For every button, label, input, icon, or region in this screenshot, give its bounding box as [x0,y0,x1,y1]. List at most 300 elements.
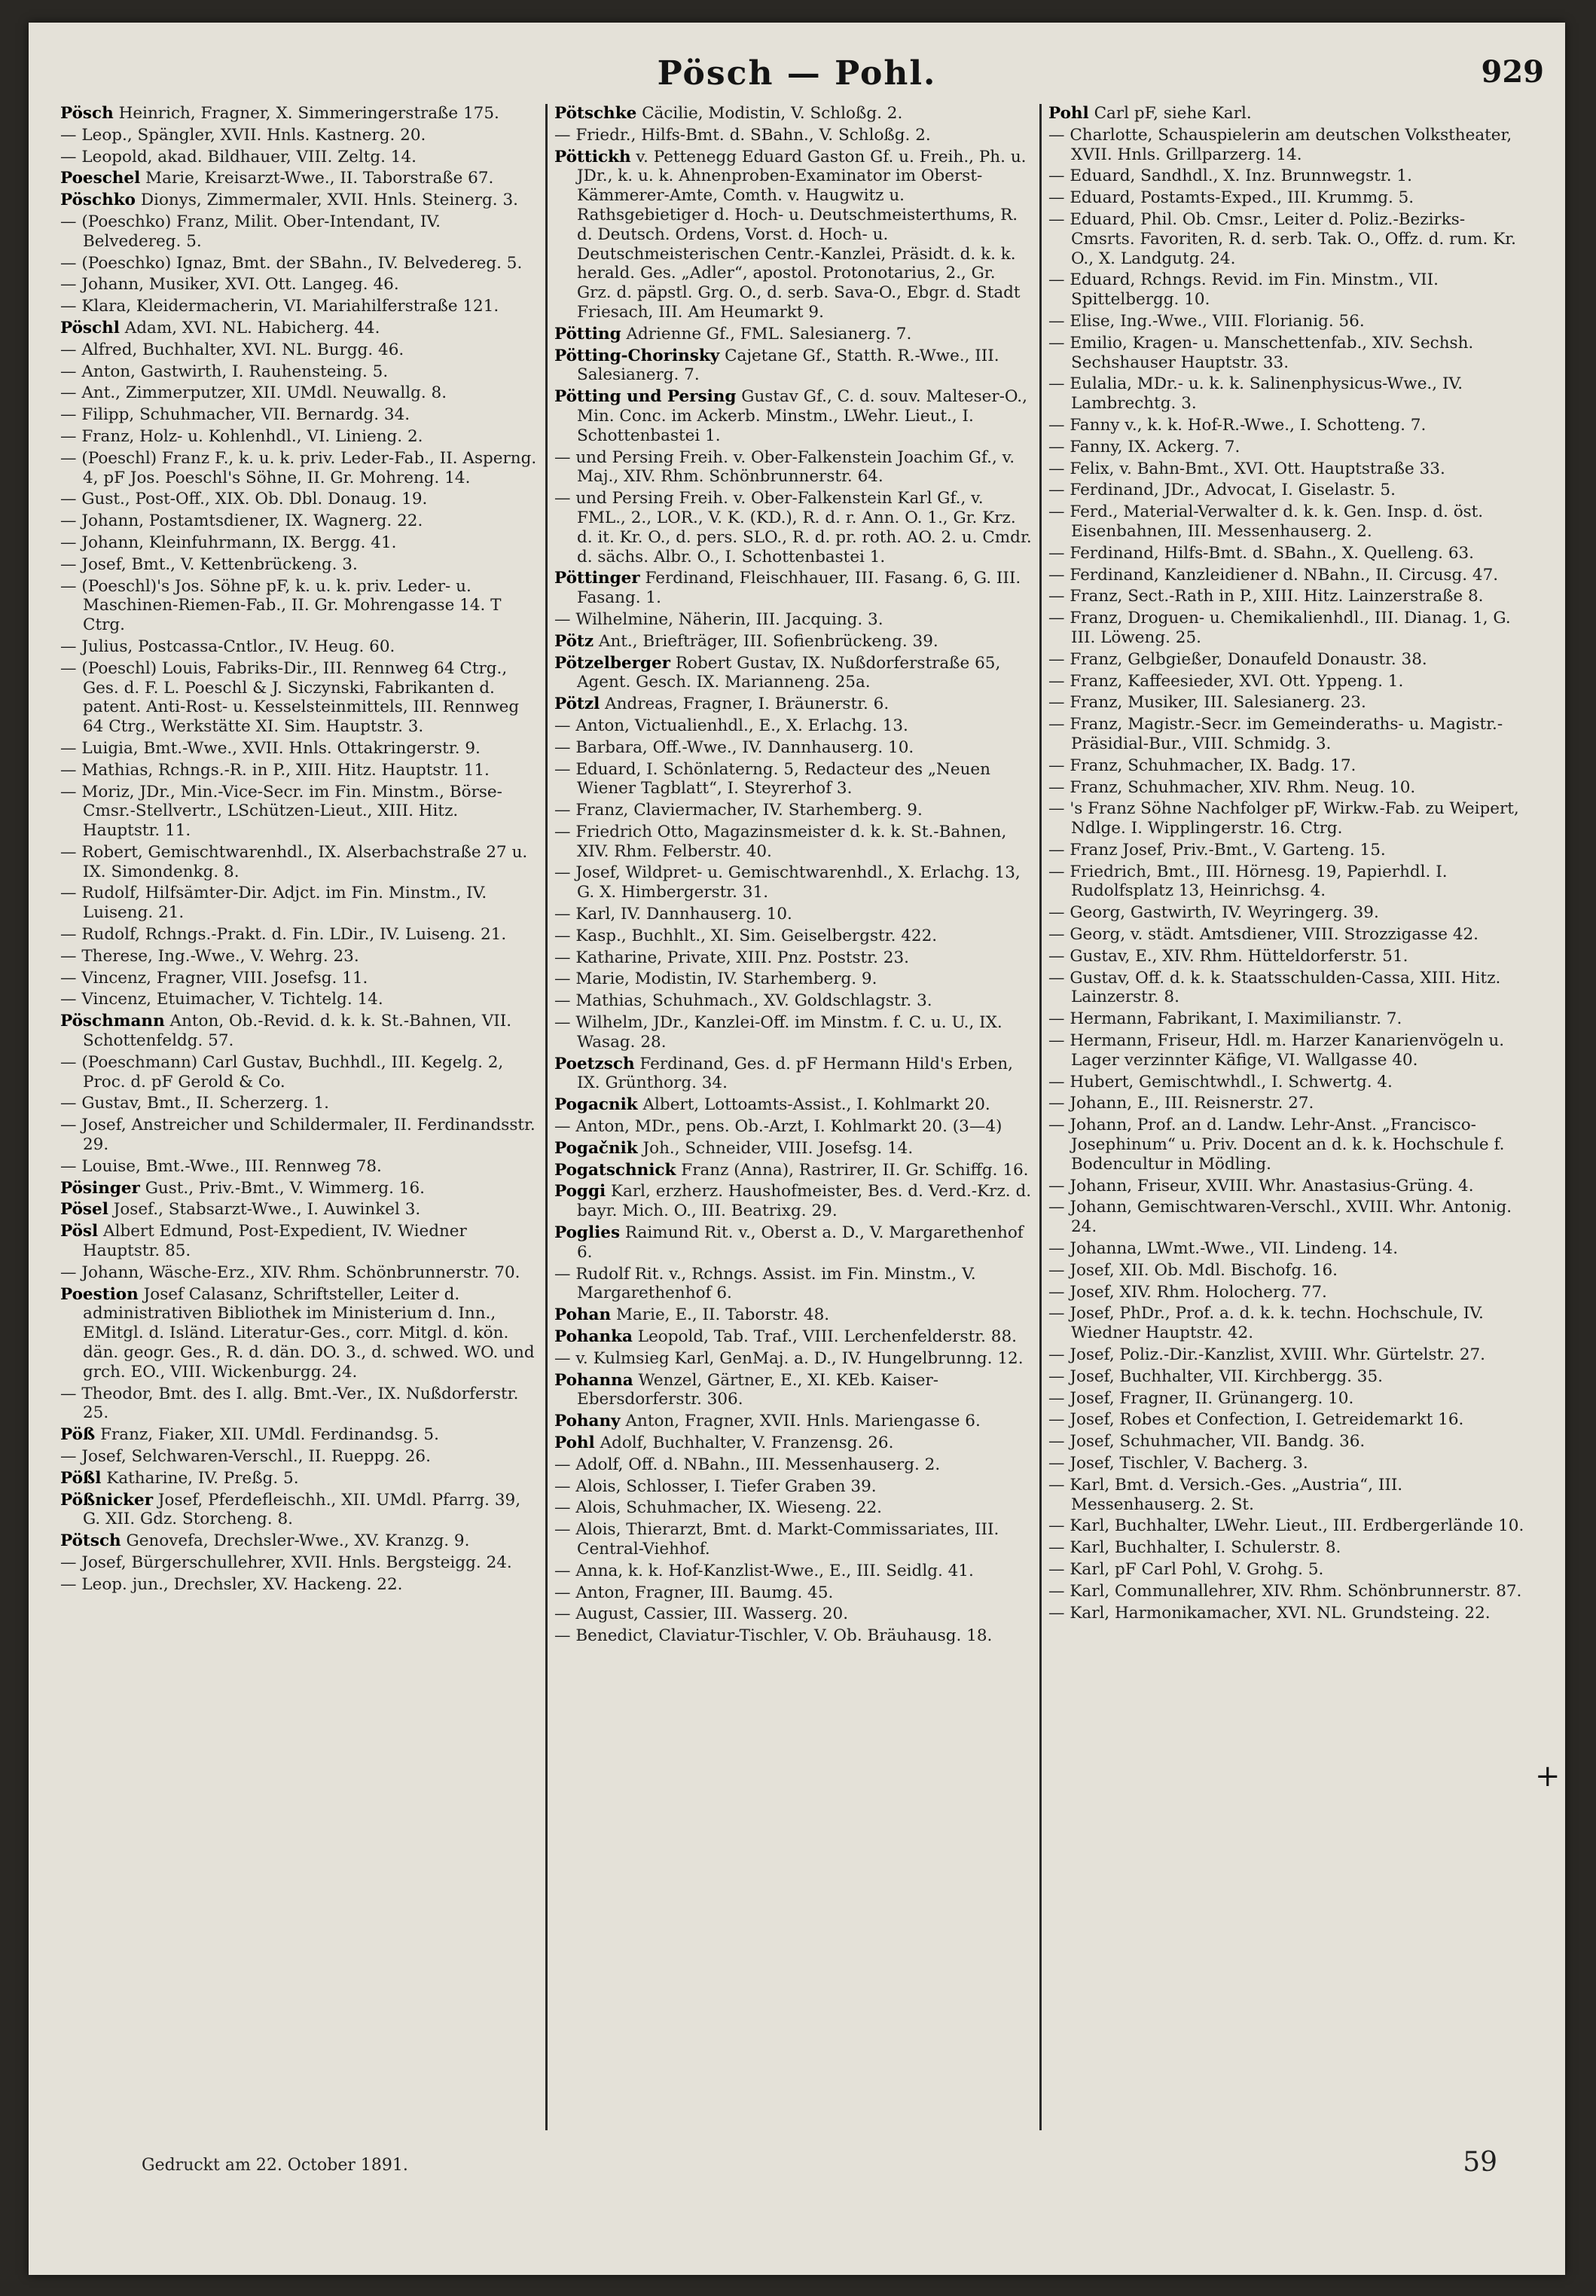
entry-text: Adam, XVI. NL. Habicherg. 44. [119,318,380,337]
directory-entry [554,1223,1032,1262]
entry-text: — und Persing Freih. v. Ober-Falkenstein Joachim Gf., v. Maj., XIV. Rhm. Schönbrunnerstr. 64. [554,447,1015,487]
entry-text: — (Poeschl) Franz F., k. u. k. priv. Leder-Fab., II. Asperng. 4, pF Jos. Poeschl's Söhne, II. Gr. Mohreng. 14. [60,448,537,487]
entry-text: — (Poeschko) Franz, Milit. Ober-Intendant, IV. Belvedereg. 5. [60,212,441,251]
entry-text: — Charlotte, Schauspielerin am deutschen Volkstheater, XVII. Hnls. Grillparzerg. 14. [1048,125,1512,164]
entry-text: Marie, Kreisarzt-Wwe., II. Taborstraße 67. [140,169,494,188]
print-date: Gedruckt am 22. October 1891. [142,2156,408,2175]
entry-text: — Karl, IV. Dannhauserg. 10. [554,905,792,924]
directory-entry [554,1498,1032,1518]
entry-text: — Vincenz, Etuimacher, V. Tichtelg. 14. [60,990,383,1009]
entry-text: Gust., Priv.-Bmt., V. Wimmerg. 16. [139,1178,425,1198]
entry-text: — Karl, Buchhalter, LWehr. Lieut., III. Erdbergerlände 10. [1048,1516,1524,1536]
directory-entry [60,947,538,966]
entry-text: — Josef, PhDr., Prof. a. d. k. k. techn. Hochschule, IV. Wiedner Hauptstr. 42. [1048,1304,1484,1343]
entry-text: — Leopold, akad. Bildhauer, VIII. Zeltg. 14. [60,147,417,166]
entry-text: Carl pF, siehe Karl. [1088,104,1252,123]
entry-text: — Eduard, Phil. Ob. Cmsr., Leiter d. Poliz.-Bezirks-Cmsrts. Favoriten, R. d. serb. Tak. O., Offz. d. rum. Kr. O., X. Landgutg. 24. [1048,209,1517,268]
entry-text: Robert Gustav, IX. Nußdorferstraße 65, Agent. Gesch. IX. Marianneng. 25a. [577,653,1001,692]
directory-entry [60,1385,538,1424]
directory-entry [60,1222,538,1261]
entry-text: — Georg, Gastwirth, IV. Weyringerg. 39. [1048,903,1379,923]
directory-entry [1048,104,1526,124]
entry-text: — Friedrich Otto, Magazinsmeister d. k. k. St.-Bahnen, XIV. Rhm. Felberstr. 40. [554,822,1007,861]
entry-text: Ferdinand, Ges. d. pF Hermann Hild's Erben, IX. Grünthorg. 34. [577,1054,1013,1093]
directory-entry [1048,672,1526,692]
entry-text: — Georg, v. städt. Amtsdiener, VIII. Strozzigasse 42. [1048,925,1479,945]
directory-entry [60,1094,538,1113]
directory-entry [60,1285,538,1382]
margin-cross-mark: + [1535,1759,1561,1794]
directory-entry [60,884,538,923]
directory-entry [60,925,538,945]
directory-entry [60,637,538,657]
entry-surname: Pohanna [554,1370,633,1390]
entry-text: — Eduard, Rchngs. Revid. im Fin. Minstm., VII. Spittelbergg. 10. [1048,270,1439,310]
entry-text: Joh., Schneider, VIII. Josefsg. 14. [637,1138,914,1158]
entry-text: — Therese, Ing.-Wwe., V. Wehrg. 23. [60,946,359,966]
directory-entry [1048,1283,1526,1302]
directory-entry [60,533,538,553]
directory-entry [1048,799,1526,838]
entry-text: — Alois, Schuhmacher, IX. Wieseng. 22. [554,1498,882,1518]
entry-text: Ant., Briefträger, III. Sofienbrückeng. 39. [594,631,938,651]
entry-text: — Johann, Musiker, XVI. Ott. Langeg. 46. [60,275,399,295]
directory-entry [554,104,1032,124]
page-header [29,51,1565,96]
directory-entry [1048,1604,1526,1623]
entry-text: — (Poeschl) Louis, Fabriks-Dir., III. Rennweg 64 Ctrg., Ges. d. F. L. Poeschl & J. Siczynski, Fabrikanten d. patent. Anti-Rost- u. Kesselsteinmittels, III. Rennweg 64 Ctrg., Werkstätte XI. Sim. Hauptstr. 3. [60,658,520,737]
entry-text: — Franz, Magistr.-Secr. im Gemeinderaths- u. Magistr.-Präsidial-Bur., VIII. Schmidg. 3. [1048,715,1503,753]
entry-surname: Poggi [554,1182,606,1201]
entry-text: — (Poeschl)'s Jos. Söhne pF, k. u. k. priv. Leder- u. Maschinen-Riemen-Fab., II. Gr. Mohrengasse 14. T Ctrg. [60,576,502,635]
entry-text: — Karl, Harmonikamacher, XVI. NL. Grundsteing. 22. [1048,1603,1491,1623]
column-right [1048,104,1526,2130]
entry-text: — Barbara, Off.-Wwe., IV. Dannhauserg. 10. [554,737,914,757]
entry-text: Wenzel, Gärtner, E., XI. KEb. Kaiser-Ebersdorferstr. 306. [577,1370,939,1409]
entry-text: — Gustav, Off. d. k. k. Staatsschulden-Cassa, XIII. Hitz. Lainzerstr. 8. [1048,968,1501,1007]
directory-entry [1048,1177,1526,1196]
directory-entry [554,905,1032,924]
directory-entry [1048,778,1526,798]
directory-entry [554,948,1032,968]
directory-entry [60,449,538,488]
directory-entry [1048,756,1526,776]
entry-text: — Vincenz, Fragner, VIII. Josefsg. 11. [60,968,368,988]
entry-text: Josef., Stabsarzt-Wwe., I. Auwinkel 3. [108,1200,421,1220]
entry-text: Leopold, Tab. Traf., VIII. Lerchenfelderstr. 88. [632,1327,1017,1347]
directory-entry [554,654,1032,693]
entry-surname: Poeschel [60,169,141,188]
directory-entry [60,104,538,124]
entry-text: — Anna, k. k. Hof-Kanzlist-Wwe., E., III. Seidlg. 41. [554,1561,974,1580]
entry-text: — Karl, pF Carl Pohl, V. Grohg. 5. [1048,1559,1324,1579]
column-divider [545,104,548,2130]
directory-entry [60,1053,538,1092]
page-number: 929 [1481,54,1544,90]
directory-entry [1048,460,1526,479]
directory-entry [60,148,538,167]
entry-text: — Franz, Musiker, III. Salesianerg. 23. [1048,693,1366,713]
directory-entry [554,1562,1032,1581]
entry-text: Josef Calasanz, Schriftsteller, Leiter d. administrativen Bibliothek im Ministerium d. Inn., EMitgl. d. Isländ. Literatur-Ges., corr. Mitgl. d. kön. dän. geogr. Ges., R. d. dän. DO. 3., d. schwed. WO. und grch. EO., VIII. Wickenburgg. 24. [83,1284,535,1382]
directory-entry [60,405,538,425]
entry-text: — Johanna, LWmt.-Wwe., VII. Lindeng. 14. [1048,1239,1399,1259]
directory-entry [1048,1304,1526,1343]
entry-text: — Hermann, Fabrikant, I. Maximilianstr. 7. [1048,1009,1402,1029]
directory-entry [554,1055,1032,1094]
entry-text: — Theodor, Bmt. des I. allg. Bmt.-Ver., IX. Nußdorferstr. 25. [60,1384,519,1423]
entry-text: Albert Edmund, Post-Expedient, IV. Wiedner Hauptstr. 85. [83,1222,467,1261]
directory-entry [60,1116,538,1155]
entry-text: — Ferdinand, Hilfs-Bmt. d. SBahn., X. Quelleng. 63. [1048,543,1475,563]
entry-text: — Franz, Kaffeesieder, XVI. Ott. Yppeng. 1. [1048,671,1404,691]
entry-text: Ferdinand, Fleischhauer, III. Fasang. 6, G. III. Fasang. 1. [577,569,1021,608]
column-middle [554,104,1032,2130]
entry-text: — Josef, Robes et Confection, I. Getreidemarkt 16. [1048,1410,1464,1430]
entry-text: — Hermann, Friseur, Hdl. m. Harzer Kanarienvögeln u. Lager verzinnter Käfige, VI. Wallgasse 40. [1048,1031,1505,1070]
entry-surname: Pöschmann [60,1012,165,1031]
running-title: Pösch — Pohl. [657,54,937,93]
directory-entry [1048,210,1526,268]
directory-entry [1048,1538,1526,1558]
entry-text: — Franz, Gelbgießer, Donaufeld Donaustr. 38. [1048,649,1427,669]
entry-text: — Karl, Bmt. d. Versich.-Ges. „Austria“, III. Messenhauserg. 2. St. [1048,1475,1403,1514]
directory-entry [60,362,538,382]
entry-surname: Pöschl [60,318,120,337]
directory-entry [554,1349,1032,1369]
directory-entry [1048,416,1526,435]
directory-entry [60,1425,538,1445]
directory-entry [554,695,1032,714]
entry-text: — Alfred, Buchhalter, XVI. NL. Burgg. 46. [60,340,404,359]
directory-entry [554,1520,1032,1559]
entry-text: Anton, Fragner, XVII. Hnls. Mariengasse 6. [620,1412,981,1431]
directory-entry [554,1371,1032,1410]
entry-text: — Filipp, Schuhmacher, VII. Bernardg. 34. [60,405,410,425]
entry-text: — Rudolf Rit. v., Rchngs. Assist. im Fin. Minstm., V. Margarethenhof 6. [554,1264,976,1303]
entry-text: — Josef, Bmt., V. Kettenbrückeng. 3. [60,554,358,574]
directory-entry [554,489,1032,566]
entry-text: — Kasp., Buchhlt., XI. Sim. Geiselbergstr. 422. [554,926,938,945]
entry-text: — Alois, Schlosser, I. Tiefer Graben 39. [554,1476,877,1496]
entry-surname: Pöttinger [554,569,640,588]
entry-text: — Gust., Post-Off., XIX. Ob. Dbl. Donaug. 19. [60,490,428,509]
entry-text: Marie, E., II. Taborstr. 48. [611,1305,830,1325]
directory-entry [554,1305,1032,1325]
directory-entry [60,427,538,447]
entry-text: — Johann, Postamtsdiener, IX. Wagnerg. 22. [60,511,423,531]
entry-surname: Pösch [60,104,114,123]
directory-page [29,23,1565,2275]
entry-text: — Rudolf, Rchngs.-Prakt. d. Fin. LDir., IV. Luiseng. 21. [60,925,507,945]
entry-text: Karl, erzherz. Haushofmeister, Bes. d. Verd.-Krz. d. bayr. Mich. O., III. Beatrixg. 29. [577,1182,1032,1221]
entry-text: — v. Kulmsieg Karl, GenMaj. a. D., IV. Hungelbrunng. 12. [554,1348,1024,1368]
directory-entry [60,511,538,531]
directory-entry [60,490,538,509]
directory-entry [1048,544,1526,563]
entry-text: — Ferd., Material-Verwalter d. k. k. Gen. Insp. d. öst. Eisenbahnen, III. Messenhauserg. 2. [1048,502,1484,541]
entry-text: — Eduard, I. Schönlaterng. 5, Redacteur des „Neuen Wiener Tagblatt“, I. Steyrerhof 3. [554,759,990,798]
entry-surname: Pößnicker [60,1490,154,1510]
entry-text: — Wilhelm, JDr., Kanzlei-Off. im Minstm. f. C. u. U., IX. Wasag. 28. [554,1013,1002,1052]
entry-surname: Pötzl [554,695,600,714]
entry-text: — Leop., Spängler, XVII. Hnls. Kastnerg. 20. [60,125,426,145]
entry-surname: Pöß [60,1425,96,1445]
directory-entry [1048,903,1526,923]
entry-text: Albert, Lottoamts-Assist., I. Kohlmarkt 20. [637,1095,990,1115]
entry-surname: Pößl [60,1468,102,1488]
directory-entry [1048,502,1526,542]
directory-entry [60,1179,538,1198]
directory-entry [1048,925,1526,945]
entry-text: — Hubert, Gemischtwhdl., I. Schwertg. 4. [1048,1072,1393,1092]
directory-entry [554,1117,1032,1137]
entry-surname: Pösel [60,1200,108,1220]
directory-entry [60,739,538,759]
entry-text: — Gustav, Bmt., II. Scherzerg. 1. [60,1094,329,1113]
directory-entry [1048,587,1526,606]
directory-entry [1048,1476,1526,1515]
entry-text: — Ferdinand, JDr., Advocat, I. Giselastr. 5. [1048,481,1396,500]
directory-entry [554,632,1032,652]
directory-entry [554,738,1032,758]
directory-entry [1048,1516,1526,1536]
entry-text: — Josef, Schuhmacher, VII. Bandg. 36. [1048,1432,1366,1452]
directory-entry [554,1604,1032,1624]
entry-text: — Josef, Selchwaren-Verschl., II. Rueppg. 26. [60,1447,431,1466]
directory-entry [554,126,1032,145]
directory-entry [554,387,1032,445]
directory-entry [1048,609,1526,648]
entry-text: Adrienne Gf., FML. Salesianerg. 7. [621,324,912,343]
directory-entry [554,927,1032,946]
entry-text: — Johann, Kleinfuhrmann, IX. Bergg. 41. [60,533,397,552]
directory-entry [1048,969,1526,1008]
directory-entry [554,991,1032,1011]
entry-text: — Marie, Modistin, IV. Starhemberg. 9. [554,969,877,989]
entry-text: — Eduard, Sandhdl., X. Inz. Brunnwegstr. 1. [1048,166,1412,186]
directory-entry [60,1491,538,1530]
entry-text: Genovefa, Drechsler-Wwe., XV. Kranzg. 9. [121,1531,470,1551]
directory-entry [1048,693,1526,713]
entry-text: — Alois, Thierarzt, Bmt. d. Markt-Commissariates, III. Central-Viehhof. [554,1520,999,1559]
entry-surname: Pötting [554,324,621,343]
entry-text: — (Poeschmann) Carl Gustav, Buchhdl., III. Kegelg. 2, Proc. d. pF Gerold & Co. [60,1052,504,1092]
directory-entry [554,760,1032,799]
entry-surname: Pogacnik [554,1095,638,1115]
entry-text: Cäcilie, Modistin, V. Schloßg. 2. [636,104,903,123]
directory-entry [60,319,538,338]
entry-surname: Pötsch [60,1531,121,1551]
entry-surname: Pötz [554,631,594,651]
directory-columns [60,104,1529,2130]
sheet-number: 59 [1463,2147,1497,2178]
entry-text: — Johann, Prof. an d. Landw. Lehr-Anst. „Francisco-Josephinum“ u. Priv. Docent an d. k. k. Hochschule f. Bodencultur in Mödling. [1048,1116,1505,1174]
directory-entry [60,126,538,145]
entry-text: — Karl, Communallehrer, XIV. Rhm. Schönbrunnerstr. 87. [1048,1581,1522,1601]
entry-text: — Ant., Zimmerputzer, XII. UMdl. Neuwallg. 8. [60,383,447,403]
directory-entry [1048,1432,1526,1452]
entry-surname: Pohl [554,1433,595,1452]
entry-text: — Louise, Bmt.-Wwe., III. Rennweg 78. [60,1156,382,1176]
entry-text: — Moriz, JDr., Min.-Vice-Secr. im Fin. Minstm., Börse-Cmsr.-Stellvertr., LSchützen-Lieut., XIII. Hitz. Hauptstr. 11. [60,782,502,841]
directory-entry [554,1626,1032,1646]
entry-text: Franz, Fiaker, XII. UMdl. Ferdinandsg. 5. [95,1425,439,1445]
entry-text: — Emilio, Kragen- u. Manschettenfab., XIV. Sechsh. Sechshauser Hauptstr. 33. [1048,333,1474,372]
directory-entry [554,1095,1032,1115]
entry-text: — Friedrich, Bmt., III. Hörnesg. 19, Papierhdl. I. Rudolfsplatz 13, Heinrichsg. 4. [1048,862,1448,901]
entry-text: — Adolf, Off. d. NBahn., III. Messenhauserg. 2. [554,1455,941,1474]
directory-entry [60,169,538,188]
directory-entry [1048,1073,1526,1092]
directory-entry [554,148,1032,322]
entry-text: — und Persing Freih. v. Ober-Falkenstein Karl Gf., v. FML., 2., LOR., V. K. (KD.), R. d. r. Ann. O. 1., Gr. Krz. d. it. Kr. O., d. pers. SLO., R. d. pr. roth. AO. 2. u. Cmdr. d. sächs. Albr. O., I. Schottenbastei 1. [554,489,1032,566]
directory-entry [554,1583,1032,1603]
directory-entry [60,1553,538,1573]
entry-text: — Mathias, Rchngs.-R. in P., XIII. Hitz. Hauptstr. 11. [60,760,490,780]
entry-text: — Franz, Sect.-Rath in P., XIII. Hitz. Lainzerstraße 8. [1048,587,1484,606]
entry-text: — Eduard, Postamts-Exped., III. Krummg. 5. [1048,188,1414,208]
entry-text: — Benedict, Claviatur-Tischler, V. Ob. Bräuhausg. 18. [554,1626,993,1646]
directory-entry [554,1455,1032,1475]
entry-surname: Pogačnik [554,1138,638,1158]
directory-entry [554,569,1032,608]
entry-text: — Luigia, Bmt.-Wwe., XVII. Hnls. Ottakringerstr. 9. [60,738,481,758]
directory-entry [60,1531,538,1551]
directory-entry [554,1477,1032,1497]
directory-entry [1048,1582,1526,1601]
entry-text: — Rudolf, Hilfsämter-Dir. Adjct. im Fin. Minstm., IV. Luiseng. 21. [60,884,487,923]
directory-entry [554,823,1032,862]
directory-entry [60,990,538,1009]
directory-entry [1048,1454,1526,1473]
entry-text: — Karl, Buchhalter, I. Schulerstr. 8. [1048,1538,1341,1558]
entry-text: — Josef, Wildpret- u. Gemischtwarenhdl., X. Erlachg. 13, G. X. Himbergerstr. 31. [554,863,1021,902]
directory-entry [1048,1367,1526,1387]
entry-text: — Robert, Gemischtwarenhdl., IX. Alserbachstraße 27 u. IX. Simondenkg. 8. [60,842,528,881]
entry-surname: Poglies [554,1223,621,1243]
directory-entry [554,1182,1032,1221]
directory-entry [554,325,1032,344]
directory-entry [60,1575,538,1595]
directory-entry [1048,863,1526,902]
entry-text: Andreas, Fragner, I. Bräunerstr. 6. [600,695,890,714]
directory-entry [60,1200,538,1220]
entry-text: — Josef, Fragner, II. Grünangerg. 10. [1048,1388,1354,1408]
entry-text: — Franz, Schuhmacher, XIV. Rhm. Neug. 10. [1048,777,1416,797]
entry-surname: Pogatschnick [554,1160,676,1180]
entry-text: — Anton, Victualienhdl., E., X. Erlachg. 13. [554,716,908,735]
entry-surname: Pötschke [554,104,637,123]
entry-text: — Josef, XIV. Rhm. Holocherg. 77. [1048,1282,1327,1302]
directory-entry [60,761,538,780]
directory-entry [60,254,538,273]
entry-surname: Poetzsch [554,1054,635,1073]
entry-text: — Felix, v. Bahn-Bmt., XVI. Ott. Hauptstraße 33. [1048,459,1445,478]
entry-text: — Eulalia, MDr.- u. k. k. Salinenphysicus-Wwe., IV. Lambrechtg. 3. [1048,374,1463,414]
directory-entry [60,1157,538,1177]
entry-text: — Anton, Fragner, III. Baumg. 45. [554,1583,834,1602]
entry-surname: Pösl [60,1222,99,1241]
directory-entry [554,1013,1032,1052]
entry-text: — Anton, Gastwirth, I. Rauhensteing. 5. [60,362,389,381]
directory-entry [60,297,538,316]
entry-surname: Pötting-Chorinsky [554,346,720,365]
entry-text: Franz (Anna), Rastrirer, II. Gr. Schiffg. 16. [676,1160,1029,1180]
entry-text: — Josef, Bürgerschullehrer, XVII. Hnls. Bergsteigg. 24. [60,1553,512,1572]
directory-entry [554,610,1032,630]
entry-text: — Johann, Gemischtwaren-Verschl., XVIII. Whr. Antonig. 24. [1048,1198,1512,1237]
directory-entry [554,1139,1032,1159]
directory-entry [1048,438,1526,457]
directory-entry [1048,374,1526,414]
entry-text: — Mathias, Schuhmach., XV. Goldschlagstr. 3. [554,991,932,1011]
entry-text: — Josef, Poliz.-Dir.-Kanzlist, XVIII. Whr. Gürtelstr. 27. [1048,1345,1486,1365]
directory-entry [1048,481,1526,500]
entry-text: — Franz, Droguen- u. Chemikalienhdl., III. Dianag. 1, G. III. Löweng. 25. [1048,609,1511,647]
directory-entry [60,340,538,360]
entry-surname: Pohany [554,1412,621,1431]
directory-entry [1048,334,1526,373]
directory-entry [554,1412,1032,1431]
directory-entry [60,1012,538,1051]
directory-entry [1048,1410,1526,1430]
directory-entry [1048,1389,1526,1409]
directory-entry [60,969,538,988]
entry-text: — Julius, Postcassa-Cntlor., IV. Heug. 60. [60,637,395,656]
entry-text: — Franz, Schuhmacher, IX. Badg. 17. [1048,756,1356,775]
directory-entry [1048,1094,1526,1113]
entry-text: — August, Cassier, III. Wasserg. 20. [554,1604,849,1624]
entry-text: — Johann, E., III. Reisnerstr. 27. [1048,1094,1314,1113]
entry-surname: Poestion [60,1284,139,1304]
entry-text: Katharine, IV. Preßg. 5. [101,1468,299,1488]
directory-entry [1048,1198,1526,1237]
entry-text: — (Poeschko) Ignaz, Bmt. der SBahn., IV. Belvedereg. 5. [60,253,523,273]
directory-entry [1048,1031,1526,1070]
entry-text: Josef, Pferdefleischh., XII. UMdl. Pfarrg. 39, G. XII. Gdz. Storcheng. 8. [83,1490,521,1529]
entry-text: — Klara, Kleidermacherin, VI. Mariahilferstraße 121. [60,297,499,316]
directory-entry [554,1327,1032,1347]
directory-entry [1048,650,1526,670]
entry-text: — Johann, Friseur, XVIII. Whr. Anastasius-Grüng. 4. [1048,1176,1474,1195]
entry-text: Raimund Rit. v., Oberst a. D., V. Margarethenhof 6. [577,1223,1024,1262]
entry-text: — Fanny v., k. k. Hof-R.-Wwe., I. Schotteng. 7. [1048,415,1427,435]
directory-entry [1048,947,1526,966]
directory-entry [60,275,538,295]
directory-entry [60,1469,538,1488]
directory-entry [1048,1009,1526,1029]
directory-entry [60,1447,538,1467]
directory-entry [1048,1239,1526,1259]
entry-text: v. Pettenegg Eduard Gaston Gf. u. Freih., Ph. u. JDr., k. u. k. Ahnenproben-Examinator im Oberst-Kämmerer-Amte, Comth. v. Haugwitz u. Rathsgebietiger d. Hoch- u. Deutschmeisterthums, R. d. Deutsch. Ordens, Vorst. d. Hoch- u. Deutschmeisterischen Centr.-Kanzlei, Präsidt. d. k. k. herald. Ges. „Adler“, apostol. Protonotarius, 2., Gr. Grz. d. päpstl. Grg. O., d. serb. Sava-O., Ebgr. d. Stadt Friesach, III. Am Heumarkt 9. [577,147,1027,322]
directory-entry [60,555,538,575]
entry-text: — Friedr., Hilfs-Bmt. d. SBahn., V. Schloßg. 2. [554,125,931,145]
directory-entry [1048,715,1526,754]
directory-entry [1048,312,1526,331]
directory-entry [1048,1560,1526,1580]
directory-entry [1048,841,1526,860]
entry-text: — Franz, Holz- u. Kohlenhdl., VI. Linieng. 2. [60,426,423,446]
entry-text: — Fanny, IX. Ackerg. 7. [1048,437,1240,456]
directory-entry [60,659,538,737]
column-left [60,104,538,2130]
directory-entry [554,969,1032,989]
directory-entry [1048,166,1526,186]
entry-text: Heinrich, Fragner, X. Simmeringerstraße 175. [113,104,499,123]
column-divider [1039,104,1042,2130]
directory-entry [60,383,538,403]
